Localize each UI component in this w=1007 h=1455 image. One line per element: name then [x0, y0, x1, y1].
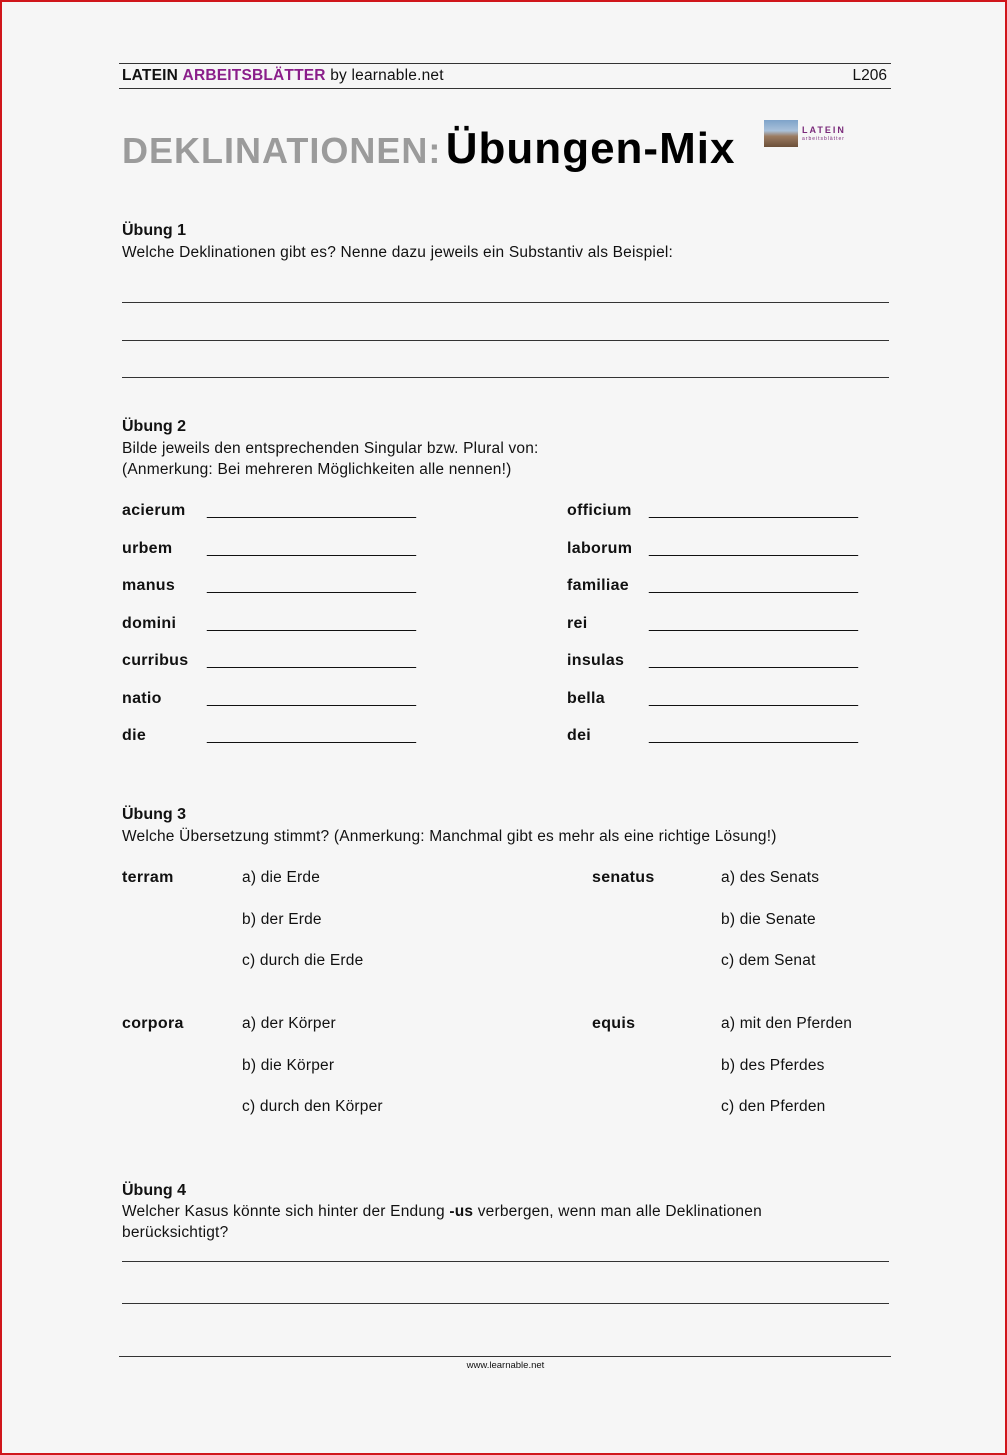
translation-option[interactable]: c) durch die Erde	[242, 952, 364, 970]
translation-option[interactable]: a) der Körper	[242, 1015, 336, 1032]
answer-line[interactable]	[122, 1303, 889, 1304]
header-code: L206	[852, 67, 887, 84]
translation-option[interactable]: c) dem Senat	[721, 952, 816, 970]
answer-blank[interactable]: ________________________	[649, 577, 858, 594]
header-brand	[122, 67, 444, 85]
latin-word: bella	[567, 690, 605, 707]
latin-word: natio	[122, 690, 162, 707]
latin-word: rei	[567, 615, 588, 632]
answer-blank[interactable]: ________________________	[207, 690, 416, 707]
translation-option[interactable]: a) mit den Pferden	[721, 1015, 853, 1032]
answer-blank[interactable]: ________________________	[649, 690, 858, 707]
latin-word: urbem	[122, 540, 173, 557]
translation-option[interactable]: b) die Körper	[242, 1056, 335, 1074]
answer-line[interactable]	[122, 377, 889, 378]
latin-word: senatus	[592, 869, 655, 886]
title-main: Übungen-Mix	[445, 124, 736, 173]
exercise3-instruction: Welche Übersetzung stimmt? (Anmerkung: Manchmal gibt es mehr als eine richtige Lösung!)	[122, 828, 777, 845]
latein-logo	[764, 120, 864, 148]
exercise1-heading: Übung 1	[122, 222, 186, 239]
translation-option[interactable]: b) der Erde	[242, 910, 322, 928]
answer-blank[interactable]: ________________________	[649, 540, 858, 557]
page-title	[122, 124, 735, 174]
exercise1-instruction: Welche Deklinationen gibt es? Nenne dazu jeweils ein Substantiv als Beispiel:	[122, 244, 674, 261]
latin-word: die	[122, 727, 147, 744]
answer-blank[interactable]: ________________________	[649, 615, 858, 632]
logo-word: LATEIN	[802, 125, 846, 135]
footer-rule	[119, 1356, 891, 1357]
exercise4-instruction	[122, 1203, 762, 1221]
latin-word: terram	[122, 869, 174, 886]
translation-option[interactable]: c) den Pferden	[721, 1098, 826, 1116]
translation-option[interactable]: b) die Senate	[721, 910, 816, 928]
exercise2-instruction: Bilde jeweils den entsprechenden Singular bzw. Plural von:	[122, 440, 539, 457]
exercise4-heading: Übung 4	[122, 1182, 186, 1199]
answer-blank[interactable]: ________________________	[207, 502, 416, 519]
latin-word: insulas	[567, 652, 625, 669]
latin-word: domini	[122, 615, 177, 632]
translation-option[interactable]: a) des Senats	[721, 869, 820, 886]
exercise2-heading: Übung 2	[122, 418, 186, 435]
translation-option[interactable]: c) durch den Körper	[242, 1098, 383, 1116]
colosseum-photo-icon	[764, 120, 798, 147]
latin-word: laborum	[567, 540, 633, 557]
footer-url: www.learnable.net	[466, 1360, 545, 1371]
answer-blank[interactable]: ________________________	[649, 502, 858, 519]
logo-sub: arbeitsblätter	[802, 136, 845, 142]
latin-word: acierum	[122, 502, 186, 519]
latin-word: corpora	[122, 1015, 184, 1032]
exercise3-heading: Übung 3	[122, 806, 186, 823]
answer-blank[interactable]: ________________________	[207, 615, 416, 632]
exercise4-instruction-after: verbergen, wenn man alle Deklinationen	[477, 1203, 762, 1220]
header-bottom-rule	[119, 88, 891, 89]
latin-word: curribus	[122, 652, 189, 669]
latin-word: manus	[122, 577, 176, 594]
title-prefix: DEKLINATIONEN:	[122, 130, 442, 171]
answer-blank[interactable]: ________________________	[207, 540, 416, 557]
translation-option[interactable]: a) die Erde	[242, 869, 321, 886]
answer-blank[interactable]: ________________________	[207, 652, 416, 669]
latin-word: dei	[567, 727, 592, 744]
latin-word: familiae	[567, 577, 629, 594]
exercise2-note: (Anmerkung: Bei mehreren Möglichkeiten alle nennen!)	[122, 461, 512, 478]
header-brand-arbeitsblaetter: ARBEITSBLÄTTER	[182, 67, 326, 84]
header-brand-by: by learnable.net	[330, 67, 444, 84]
translation-option[interactable]: b) des Pferdes	[721, 1056, 825, 1074]
latin-word: officium	[567, 502, 632, 519]
header-brand-latein: LATEIN	[122, 67, 179, 84]
answer-line[interactable]	[122, 1261, 889, 1262]
exercise4-instruction-line2: berücksichtigt?	[122, 1224, 229, 1241]
answer-line[interactable]	[122, 302, 889, 303]
answer-blank[interactable]: ________________________	[207, 577, 416, 594]
answer-blank[interactable]: ________________________	[207, 727, 416, 744]
latin-word: equis	[592, 1015, 636, 1032]
header-top-rule	[119, 63, 891, 64]
answer-blank[interactable]: ________________________	[649, 727, 858, 744]
answer-blank[interactable]: ________________________	[649, 652, 858, 669]
answer-line[interactable]	[122, 340, 889, 341]
exercise4-instruction-before: Welcher Kasus könnte sich hinter der Endung	[122, 1203, 445, 1220]
exercise4-ending: -us	[449, 1203, 474, 1220]
